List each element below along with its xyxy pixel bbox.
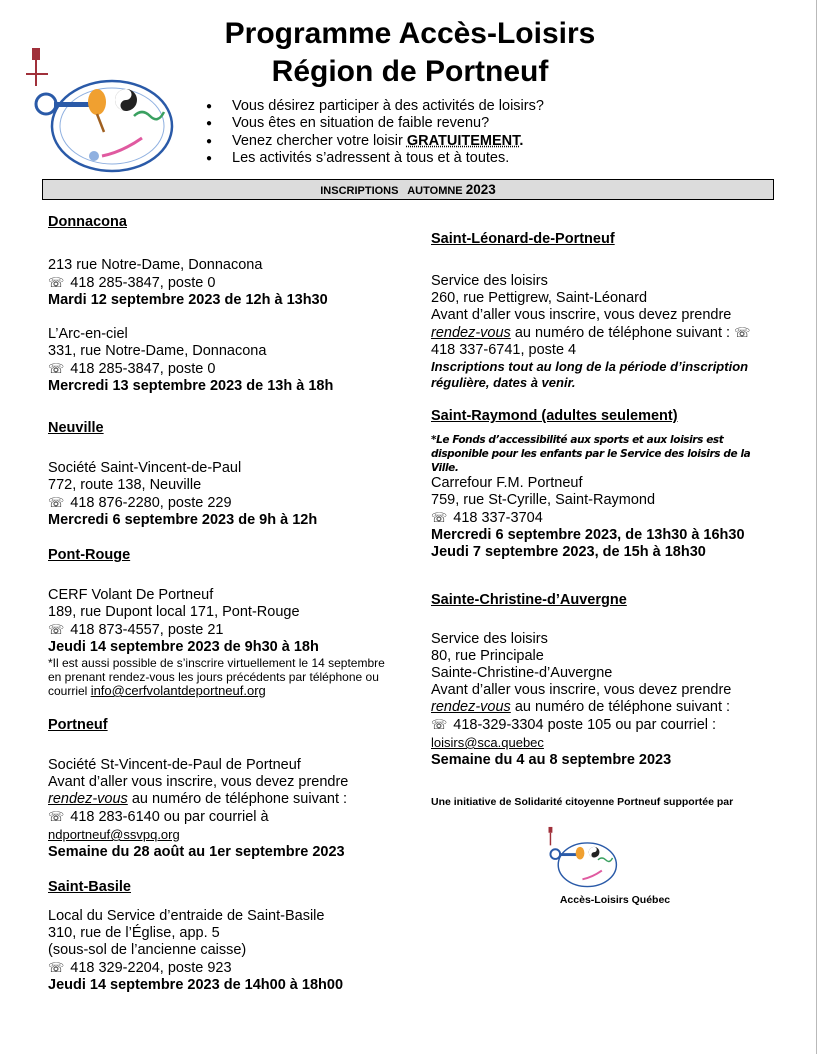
phone-icon: ☏ — [48, 275, 65, 290]
phone-icon: ☏ — [431, 717, 448, 732]
page-subtitle: Région de Portneuf — [271, 55, 549, 88]
acces-loisirs-logo — [22, 44, 176, 176]
section-saint-raymond: Saint-Raymond (adultes seulement) *Le Fonds d’accessibilité aux sports et aux loisirs est disponible pour les enfants par le Service des loisirs de la Ville. Carrefour F.M. Portneuf 759, rue St-Cyrille, Saint-Raymond ☏ 418 337-3704 Mercredi 6 septembre 2023, de 13h30 à 16h30 Jeudi 7 septembre 2023, de 15h à 18h30 — [431, 407, 776, 561]
ongoing-registration-note: Inscriptions tout au long de la période d’inscription régulière, dates à venir. — [431, 359, 749, 390]
section-neuville: Neuville Société Saint-Vincent-de-Paul 772, route 138, Neuville ☏ 418 876-2280, poste 229 Mercredi 6 septembre 2023 de 9h à 12h — [48, 419, 393, 529]
initiative-credit: Une initiative de Solidarité citoyenne Portneuf supportée par — [431, 796, 734, 808]
logo-caption: Accès-Loisirs Québec — [559, 894, 671, 906]
section-saint-leonard: Saint-Léonard-de-Portneuf Service des loisirs 260, rue Pettigrew, Saint-Léonard Avant d’aller vous inscrire, vous devez prendre rendez-vous au numéro de téléphone suivant : ☏ 418 337-6741, poste 4 Inscriptions tout au long de la période d’inscription régulière, dates à venir. — [431, 230, 776, 391]
phone-icon: ☏ — [48, 361, 65, 376]
left-column — [48, 213, 393, 994]
section-heading: Saint-Léonard-de-Portneuf — [431, 231, 615, 247]
right-column — [431, 230, 776, 769]
bullet-item: ● Venez chercher votre loisir GRATUITEMENT. — [206, 133, 544, 150]
bullet-item: ● Les activités s’adressent à tous et à toutes. — [206, 150, 544, 167]
fund-note: *Le Fonds d’accessibilité aux sports et aux loisirs est disponible pour les enfants par le Service des loisirs de la Ville. — [431, 434, 751, 474]
section-heading: Donnacona — [48, 214, 127, 230]
bullet-item: ● Vous êtes en situation de faible revenu? — [206, 115, 544, 132]
section-heading: Neuville — [48, 420, 104, 436]
page-edge — [816, 0, 817, 1054]
section-saint-basile: Saint-Basile Local du Service d’entraide de Saint-Basile 310, rue de l’Église, app. 5 (sous-sol de l’ancienne caisse) ☏ 418 329-2204, poste 923 Jeudi 14 septembre 2023 de 14h00 à 18h00 — [48, 878, 393, 994]
virtual-note: *Il est aussi possible de s’inscrire virtuellement le 14 septembre en prenant rendez-vous les jours précédents par téléphone ou courriel info@cerfvolantdeportneuf.org — [48, 656, 385, 698]
section-heading: Saint-Basile — [48, 879, 131, 895]
phone-icon: ☏ — [48, 809, 65, 824]
phone-icon: ☏ — [734, 325, 751, 340]
phone-icon: ☏ — [431, 510, 448, 525]
email-link[interactable]: loisirs@sca.quebec — [431, 735, 544, 750]
intro-bullets — [206, 98, 544, 167]
email-link[interactable]: ndportneuf@ssvpq.org — [48, 827, 180, 842]
bullet-item: ● Vous désirez participer à des activités de loisirs? — [206, 98, 544, 115]
free-emphasis: GRATUITEMENT — [406, 132, 520, 149]
section-portneuf: Portneuf Société St-Vincent-de-Paul de Portneuf Avant d’aller vous inscrire, vous devez prendre rendez-vous au numéro de téléphone suivant : ☏ 418 283-6140 ou par courriel à ndportneuf@ssvpq.org Semaine du 28 août au 1er septembre 2023 — [48, 716, 393, 861]
section-heading: Portneuf — [48, 717, 108, 733]
phone-icon: ☏ — [48, 495, 65, 510]
registration-banner: INSCRIPTIONS AUTOMNE 2023 — [42, 179, 774, 200]
phone-icon: ☏ — [48, 622, 65, 637]
section-donnacona: Donnacona 213 rue Notre-Dame, Donnacona ☏ 418 285-3847, poste 0 Mardi 12 septembre 2023 de 12h à 13h30 L’Arc-en-ciel 331, rue Notre-Dame, Donnacona ☏ 418 285-3847, poste 0 Mercredi 13 septembre 2023 de 13h à 18h — [48, 213, 393, 395]
section-sainte-christine: Sainte-Christine-d’Auvergne Service des loisirs 80, rue Principale Sainte-Christine-d’Auvergne Avant d’aller vous inscrire, vous devez prendre rendez-vous au numéro de téléphone suivant : ☏ 418-329-3304 poste 105 ou par courriel : loisirs@sca.quebec Semaine du 4 au 8 septembre 2023 — [431, 591, 776, 769]
page-title: Programme Accès-Loisirs — [224, 17, 596, 50]
section-heading: Pont-Rouge — [48, 547, 131, 563]
section-pont-rouge: Pont-Rouge CERF Volant De Portneuf 189, rue Dupont local 171, Pont-Rouge ☏ 418 873-4557, poste 21 Jeudi 14 septembre 2023 de 9h30 à 18h *Il est aussi possible de s’inscrire virtuellement le 14 septembre en prenant rendez-vous les jours précédents par téléphone ou courriel info@cerfvolantdeportneuf.org — [48, 546, 393, 698]
acces-loisirs-quebec-logo — [540, 825, 622, 889]
section-heading: Sainte-Christine-d’Auvergne — [431, 592, 627, 608]
section-heading: Saint-Raymond (adultes seulement) — [431, 408, 678, 424]
email-link[interactable]: info@cerfvolantdeportneuf.org — [90, 683, 266, 698]
phone-icon: ☏ — [48, 960, 65, 975]
